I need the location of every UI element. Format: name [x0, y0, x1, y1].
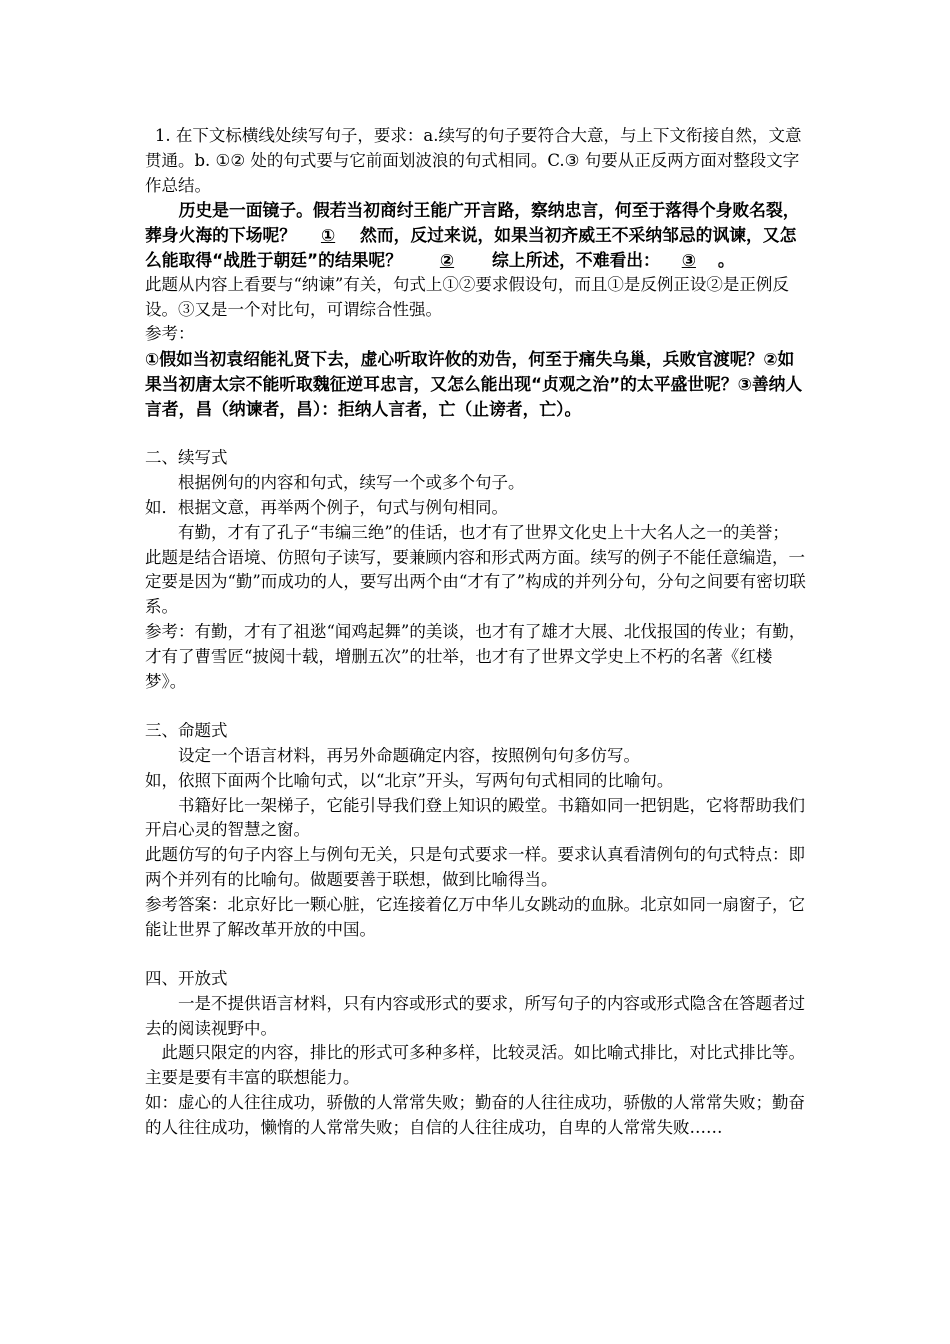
spacer	[145, 694, 809, 719]
passage-part-c: 综上所述，不难看出：	[492, 249, 660, 270]
example-intro: 如，依照下面两个比喻句式，以“北京”开头，写两句句式相同的比喻句。	[145, 770, 674, 790]
reference-answer: ①假如当初袁绍能礼贤下去，虚心听取许攸的劝告，何至于痛失乌巢，兵败官渡呢？②如果当初唐太宗不能听取魏征逆耳忠言，又怎么能出现“贞观之治”的太平盛世呢？③善纳人言者，昌（纳谏者，昌）：拒纳人言者，亡（止谤者，亡）。	[145, 349, 803, 419]
section-answer: 参考答案：北京好比一颗心脏，它连接着亿万中华儿女跳动的血脉。北京如同一扇窗子，它能让世界了解改革开放的中国。	[145, 894, 805, 939]
passage-end: 。	[717, 249, 735, 270]
example-sentence: 有勤，才有了孔子“韦编三绝”的佳话，也才有了世界文化史上十大名人之一的美誉；	[178, 522, 789, 542]
example-sentence: 书籍好比一架梯子，它能引导我们登上知识的殿堂。书籍如同一把钥匙，它将帮助我们开启心灵的智慧之窗。	[145, 795, 805, 840]
blank-1: ①	[320, 225, 336, 246]
section-heading-open: 四、开放式	[145, 969, 228, 989]
example-intro: 如．根据文意，再举两个例子，句式与例句相同。	[145, 497, 508, 517]
spacer	[145, 942, 809, 967]
section-heading-proposition: 三、命题式	[145, 721, 228, 741]
blank-2: ②	[439, 249, 455, 270]
question-intro: 1. 在下文标横线处续写句子，要求：a.续写的句子要符合大意，与上下文衔接自然，文意贯通。b. ①② 处的句式要与它前面划波浪的句式相同。C.③ 句要从正反两方面对整段文字作总结。	[145, 126, 802, 195]
passage-part-a: 历史是一面镜子。假若当初商纣王能广开言路，察纳忠言，何至于落得个身败名裂，葬身火海的下场呢？	[145, 200, 800, 246]
section-analysis: 此题只限定的内容，排比的形式可多种多样，比较灵活。如比喻式排比，对比式排比等。主要是要有丰富的联想能力。	[145, 1043, 805, 1088]
section-example: 如：虚心的人往往成功，骄傲的人常常失败；勤奋的人往往成功，骄傲的人常常失败；勤奋的人往往成功，懒惰的人常常失败；自信的人往往成功，自卑的人常常失败……	[145, 1093, 805, 1137]
section-reference: 参考：有勤，才有了祖逖“闻鸡起舞”的美谈，也才有了雄才大展、北伐报国的传业；有勤，才有了曹雪匠“披阅十载，增删五次”的壮举，也才有了世界文学史上不朽的名著《红楼梦》。	[145, 621, 806, 691]
document-page	[145, 124, 809, 1141]
question-passage	[145, 198, 809, 272]
section-analysis: 此题是结合语境、仿照句子读写，要兼顾内容和形式两方面。续写的例子不能任意编造，一定要是因为“勤”而成功的人，要写出两个由“才有了”构成的并列分句，分句之间要有密切联系。	[145, 547, 806, 617]
question-analysis: 此题从内容上看要与“纳谏”有关，句式上①②要求假设句，而且①是反例正设②是正例反设。③又是一个对比句，可谓综合性强。	[145, 274, 789, 319]
section-description: 根据例句的内容和句式，续写一个或多个句子。	[178, 473, 525, 493]
blank-3: ③	[681, 249, 696, 270]
passage-part-b: 然而，反过来说，如果当初齐威王不采纳邹忌的讽谏，又怎么能取得“战胜于朝廷”的结果呢？	[145, 225, 797, 270]
section-description: 设定一个语言材料，再另外命题确定内容，按照例句句多仿写。	[178, 745, 640, 765]
spacer	[145, 422, 809, 447]
section-analysis: 此题仿写的句子内容上与例句无关，只是句式要求一样。要求认真看清例句的句式特点：即两个并列有的比喻句。做题要善于联想，做到比喻得当。	[145, 845, 805, 889]
section-heading-continue: 二、续写式	[145, 448, 228, 468]
section-description: 一是不提供语言材料，只有内容或形式的要求，所写句子的内容或形式隐含在答题者过去的阅读视野中。	[145, 993, 805, 1038]
reference-label: 参考：	[145, 324, 195, 344]
